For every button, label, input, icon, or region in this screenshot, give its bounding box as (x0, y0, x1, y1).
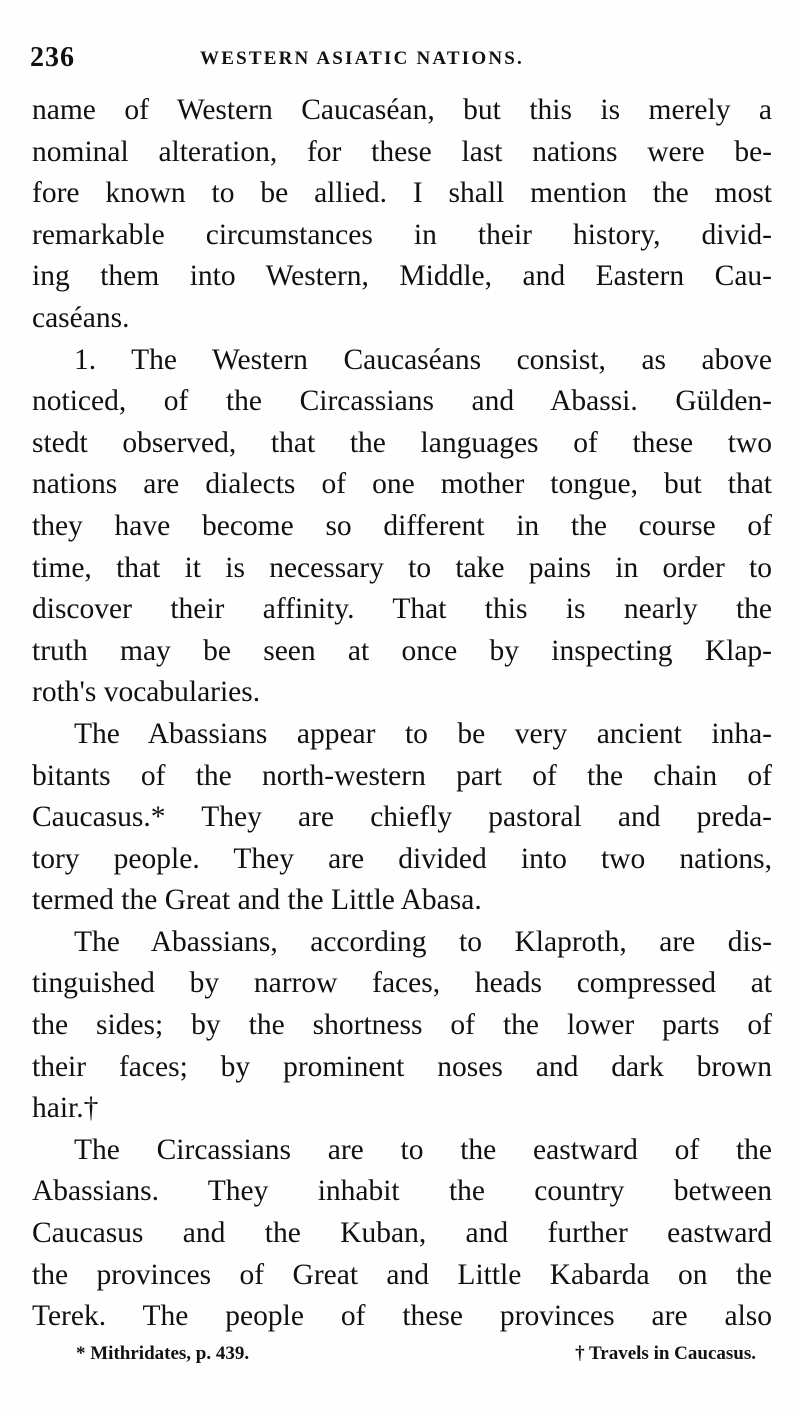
text-line: tinguished by narrow faces, heads compressed at (32, 967, 772, 1000)
text-line: stedt observed, that the languages of these two (32, 426, 772, 459)
footnote-left: * Mithridates, p. 439. (76, 1343, 250, 1364)
footnotes (76, 1343, 756, 1377)
text-line: ing them into Western, Middle, and Eastern Cau- (32, 260, 772, 293)
page-header (30, 42, 770, 82)
text-line: they have become so different in the course of (32, 509, 772, 542)
text-line: Caucasus.* They are chiefly pastoral and preda- (32, 801, 772, 834)
text-line: termed the Great and the Little Abasa. (32, 884, 482, 917)
text-line: noticed, of the Circassians and Abassi. Gülden- (32, 385, 772, 418)
text-line: time, that it is necessary to take pains in order to (32, 551, 772, 584)
footnote-right: † Travels in Caucasus. (575, 1343, 756, 1364)
text-line: The Abassians, according to Klaproth, are dis- (74, 925, 772, 958)
text-line: name of Western Caucaséan, but this is merely a (32, 94, 772, 126)
text-line: the sides; by the shortness of the lower parts of (32, 1009, 772, 1042)
text-line: caséans. (32, 301, 130, 334)
text-line: The Circassians are to the eastward of the (74, 1133, 772, 1166)
text-line: truth may be seen at once by inspecting Klap- (32, 634, 772, 667)
text-line: remarkable circumstances in their history, divid- (32, 218, 772, 251)
text-line: hair.† (32, 1092, 99, 1125)
text-line: nations are dialects of one mother tongue, but that (32, 468, 772, 501)
paragraph-5 (32, 1130, 772, 1338)
page-number: 236 (30, 42, 75, 73)
text-line: The Abassians appear to be very ancient inha- (74, 717, 772, 750)
text-line: roth's vocabularies. (32, 676, 261, 709)
text-line: Abassians. They inhabit the country between (32, 1175, 772, 1208)
text-line: discover their affinity. That this is nearly the (32, 593, 772, 626)
body-text (32, 90, 772, 1338)
running-head: WESTERN ASIATIC NATIONS. (200, 48, 524, 69)
text-line: fore known to be allied. I shall mention the most (32, 177, 772, 210)
text-line: bitants of the north-western part of the chain of (32, 759, 772, 792)
text-line: the provinces of Great and Little Kabarda on the (32, 1258, 772, 1291)
paragraph-4 (32, 922, 772, 1130)
paragraph-1 (32, 90, 772, 340)
text-line: 1. The Western Caucaséans consist, as above (74, 343, 772, 376)
text-line: tory people. They are divided into two nations, (32, 842, 772, 875)
paragraph-3 (32, 714, 772, 922)
text-line: Terek. The people of these provinces are also (32, 1300, 772, 1333)
paragraph-2 (32, 340, 772, 714)
text-line: their faces; by prominent noses and dark brown (32, 1050, 772, 1083)
text-line: nominal alteration, for these last nations were be- (32, 135, 772, 168)
text-line: Caucasus and the Kuban, and further eastward (32, 1217, 772, 1250)
